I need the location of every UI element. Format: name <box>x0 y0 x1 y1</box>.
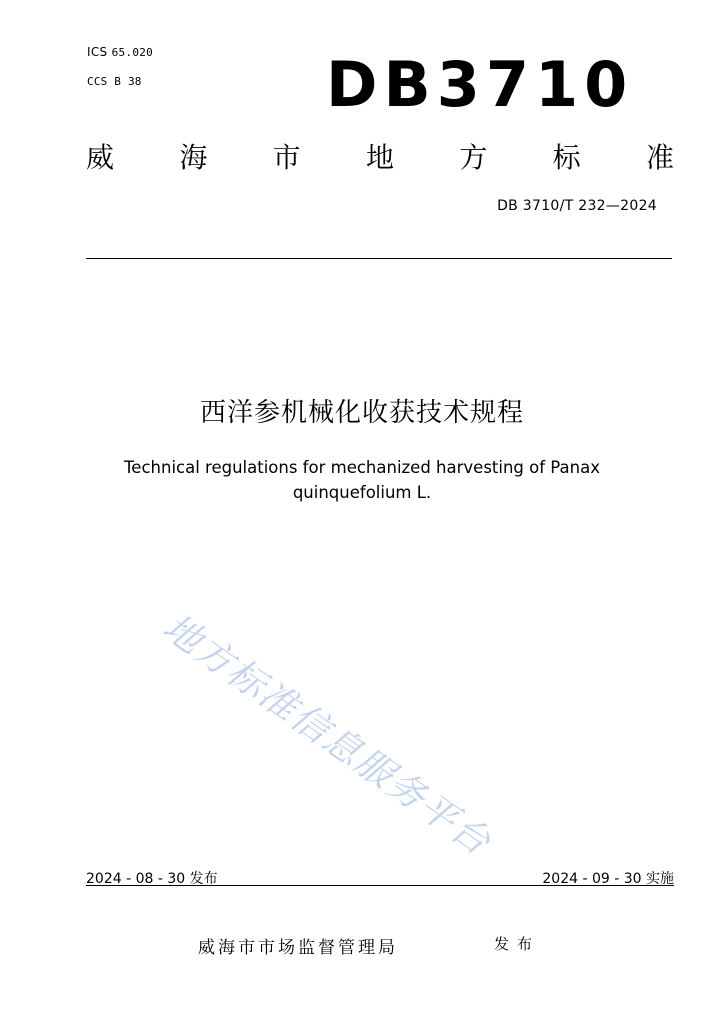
issue-date: 2024 - 08 - 30 发布 <box>86 871 218 887</box>
ics-label: ICS <box>87 45 108 59</box>
standard-type-char: 标 <box>552 141 581 174</box>
document-title-chinese: 西洋参机械化收获技术规程 <box>199 398 524 428</box>
footer-divider <box>86 885 674 886</box>
standard-type-char: 地 <box>365 141 394 174</box>
ics-code: 65.020 <box>111 46 154 59</box>
header-divider <box>86 258 672 259</box>
standard-type-char: 准 <box>645 141 674 174</box>
issue-label: 发布 <box>494 935 541 953</box>
ccs-classification <box>87 75 142 88</box>
standard-type-char: 海 <box>179 141 208 174</box>
document-title-english: Technical regulations for mechanized harvesting of Panax quinquefolium L. <box>124 458 600 502</box>
ccs-code: B 38 <box>114 75 142 88</box>
watermark: 地方标准信息服务平台 <box>155 605 500 865</box>
implementation-date: 2024 - 09 - 30 实施 <box>542 871 674 887</box>
standard-type-char: 威 <box>86 141 115 174</box>
standard-type-char: 方 <box>459 141 488 174</box>
standard-type-title <box>86 140 674 176</box>
db-code: DB3710 <box>326 48 634 121</box>
ics-classification <box>87 45 153 59</box>
standard-number: DB 3710/T 232—2024 <box>497 198 657 214</box>
standard-type-char: 市 <box>272 141 301 174</box>
ccs-label: CCS <box>87 75 108 88</box>
issuing-authority: 威海市市场监督管理局 <box>198 938 398 958</box>
